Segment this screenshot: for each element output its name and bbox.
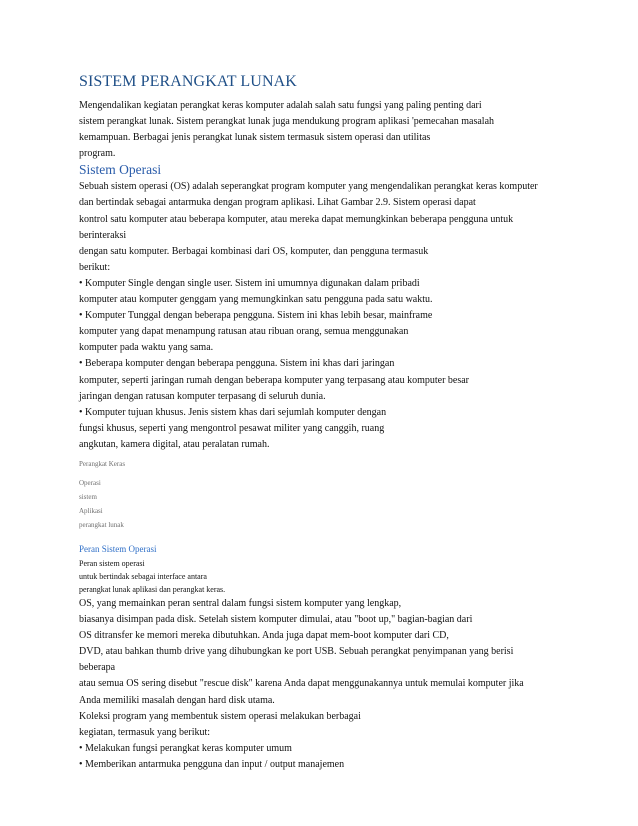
text-line: sistem perangkat lunak. Sistem perangkat lunak juga mendukung program aplikasi 'pemecahan masalah (79, 116, 495, 128)
figure-label: Aplikasi (79, 506, 103, 515)
figure-label: sistem (79, 492, 97, 501)
bullet-line: • Memberikan antarmuka pengguna dan input / output manajemen (79, 758, 345, 770)
text-line: dengan satu komputer. Berbagai kombinasi dari OS, komputer, dan pengguna termasuk (79, 245, 429, 257)
intro-paragraph (79, 98, 569, 162)
text-line: perangkat lunak aplikasi dan perangkat keras. (79, 584, 226, 594)
text-line: angkutan, kamera digital, atau peralatan rumah. (79, 438, 270, 450)
text-line: Koleksi program yang membentuk sistem operasi melakukan berbagai (79, 710, 361, 722)
text-line: komputer yang dapat menampung ratusan atau ribuan orang, semua menggunakan (79, 326, 409, 338)
bullet-line: • Komputer Single dengan single user. Sistem ini umumnya digunakan dalam pribadi (79, 277, 420, 289)
document-body (79, 72, 569, 773)
section-peran-body (79, 596, 569, 773)
section-heading-peran-sistem-operasi: Peran Sistem Operasi (79, 543, 157, 554)
text-line: Mengendalikan kegiatan perangkat keras komputer adalah salah satu fungsi yang paling penting dari (79, 100, 482, 111)
document-title: SISTEM PERANGKAT LUNAK (79, 73, 297, 90)
section-sistem-operasi-body (79, 179, 569, 453)
text-line: atau semua OS sering disebut "rescue disk" karena Anda dapat menggunakannya untuk memulai komputer jika (79, 678, 524, 690)
text-line: OS, yang memainkan peran sentral dalam fungsi sistem komputer yang lengkap, (79, 597, 402, 609)
text-line: beberapa (79, 662, 116, 674)
text-line: program. (79, 148, 116, 160)
figure-label: Perangkat Keras (79, 459, 126, 468)
text-line: Anda memiliki masalah dengan hard disk utama. (79, 694, 275, 706)
text-line: untuk bertindak sebagai interface antara (79, 571, 207, 581)
text-line: DVD, atau bahkan thumb drive yang dihubungkan ke port USB. Sebuah perangkat penyimpanan yang berisi (79, 646, 514, 658)
text-line: komputer pada waktu yang sama. (79, 342, 214, 354)
text-line: kegiatan, termasuk yang berikut: (79, 726, 211, 738)
figure-labels (79, 459, 569, 530)
text-line: berinteraksi (79, 229, 127, 241)
figure-label: perangkat lunak (79, 520, 124, 529)
section-heading-sistem-operasi: Sistem Operasi (79, 162, 162, 178)
text-line: Peran sistem operasi (79, 558, 145, 568)
bullet-line: • Komputer tujuan khusus. Jenis sistem khas dari sejumlah komputer dengan (79, 406, 387, 418)
section-peran-small-text (79, 557, 569, 596)
text-line: dan bertindak sebagai antarmuka dengan program aplikasi. Lihat Gambar 2.9. Sistem operasi dapat (79, 197, 476, 209)
text-line: kontrol satu komputer atau beberapa komputer, atau mereka dapat memungkinkan beberapa pengguna untuk (79, 213, 514, 225)
text-line: komputer, seperti jaringan rumah dengan beberapa komputer yang terpasang atau komputer besar (79, 374, 470, 386)
text-line: komputer atau komputer genggam yang memungkinkan satu pengguna pada satu waktu. (79, 294, 433, 306)
bullet-line: • Beberapa komputer dengan beberapa pengguna. Sistem ini khas dari jaringan (79, 358, 395, 370)
text-line: berikut: (79, 261, 111, 273)
text-line: kemampuan. Berbagai jenis perangkat lunak sistem termasuk sistem operasi dan utilitas (79, 132, 431, 144)
bullet-line: • Melakukan fungsi perangkat keras komputer umum (79, 742, 292, 754)
text-line: jaringan dengan ratusan komputer terpasang di seluruh dunia. (79, 390, 326, 402)
text-line: Sebuah sistem operasi (OS) adalah seperangkat program komputer yang mengendalikan perangkat keras komputer (79, 181, 538, 193)
text-line: biasanya disimpan pada disk. Setelah sistem komputer dimulai, atau "boot up," bagian-bagian dari (79, 614, 473, 626)
text-line: fungsi khusus, seperti yang mengontrol pesawat militer yang canggih, ruang (79, 422, 385, 434)
figure-label: Operasi (79, 478, 101, 487)
bullet-line: • Komputer Tunggal dengan beberapa pengguna. Sistem ini khas lebih besar, mainframe (79, 310, 433, 322)
text-line: OS ditransfer ke memori mereka dibutuhkan. Anda juga dapat mem-boot komputer dari CD, (79, 630, 449, 642)
